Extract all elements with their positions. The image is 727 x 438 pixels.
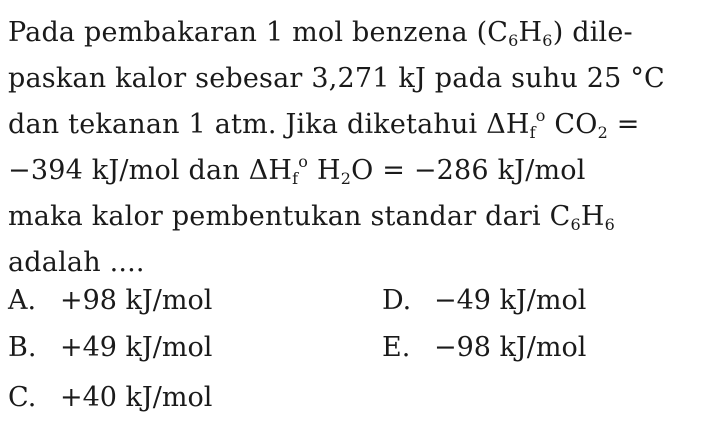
word: sebesar [195,63,303,94]
option-label: A. [8,285,37,316]
word: tekanan [68,109,180,140]
formula-part: ΔH [248,155,293,186]
question-line-2 [8,56,720,102]
question-line-5 [8,194,720,240]
question-line-4 [8,148,720,194]
formula-benzene [477,17,564,48]
option-c[interactable] [8,378,212,418]
word: pembentukan [171,201,362,232]
formula-benzene [550,201,615,232]
word: kalor [115,63,187,94]
temperature-value: 25 °C [586,63,665,94]
subscript: 2 [597,123,608,142]
option-text: +49 kJ/mol [60,332,213,363]
question-line-6 [8,240,720,286]
formula-part: CO [554,109,598,140]
word: benzena [352,17,468,48]
subscript: f [292,169,299,188]
superscript: o [298,152,309,171]
option-a[interactable] [8,281,212,321]
unit: kJ/mol [91,155,180,186]
formula-part: O [351,155,374,186]
equals-sign: = [616,109,640,140]
word: 1 [188,109,206,140]
value: −286 [413,155,489,186]
word: adalah .... [8,247,145,278]
word: dan [8,109,60,140]
word: 1 [265,17,284,48]
word: dan [188,155,240,186]
unit: kJ/mol [497,155,586,186]
delta-hf-symbol [248,152,309,188]
option-e[interactable] [382,328,586,368]
word: paskan [8,63,107,94]
option-text: −49 kJ/mol [434,285,587,316]
equals-sign: = [382,155,406,186]
option-label: B. [8,332,37,363]
word: standar [370,201,477,232]
question-line-1 [8,10,720,56]
subscript: 6 [570,215,581,234]
word: dile- [572,17,633,48]
option-text: +98 kJ/mol [60,285,213,316]
subscript: 6 [508,31,519,50]
option-text: −98 kJ/mol [434,332,587,363]
question-line-3 [8,102,720,148]
word: maka [8,201,83,232]
formula-part: H [518,17,543,48]
value: −394 [8,155,83,186]
subscript: 6 [604,215,616,234]
formula-h2o [317,155,373,186]
formula-co2 [554,109,608,140]
delta-hf-symbol [486,106,546,142]
word: pembakaran [84,17,258,48]
formula-part: (C [476,17,509,48]
word: dari [485,201,541,232]
word: suhu [511,63,578,94]
formula-part: ΔH [486,109,530,140]
option-label: D. [382,285,412,316]
word: kalor [91,201,164,232]
word: atm. [214,109,277,140]
word: 3,271 [311,63,390,94]
word: pada [434,63,503,94]
question-text [8,10,720,286]
word: kJ [398,63,426,94]
subscript: 2 [340,169,352,188]
word: diketahui [346,109,478,140]
subscript: f [529,123,536,142]
word: mol [292,17,344,48]
superscript: o [535,106,546,125]
option-b[interactable] [8,328,212,368]
option-label: E. [382,332,411,363]
formula-part: H [580,201,605,232]
option-d[interactable] [382,281,586,321]
option-text: +40 kJ/mol [60,382,213,413]
formula-part: C [549,201,571,232]
word: Pada [8,17,76,48]
subscript: 6 [542,31,553,50]
option-label: C. [8,382,37,413]
formula-part: ) [552,17,564,48]
word: Jika [285,109,339,140]
formula-part: H [316,155,341,186]
